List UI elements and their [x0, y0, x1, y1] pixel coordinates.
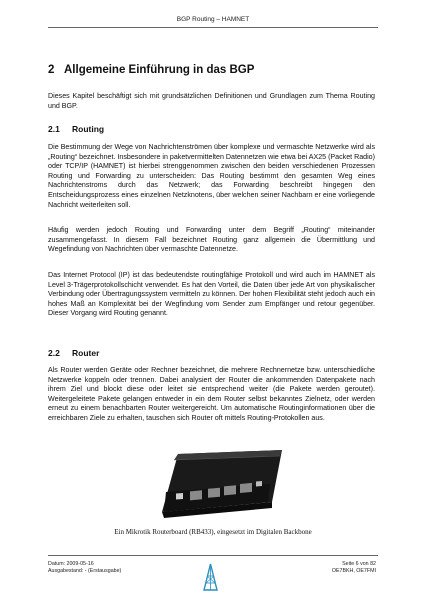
chapter-intro: Dieses Kapitel beschäftigt sich mit grundsätzlichen Definitionen und Grundlagen zum Thema Routing und BGP.	[48, 92, 375, 110]
footer-right	[332, 561, 376, 575]
chapter-title: Allgemeine Einführung in das BGP	[64, 64, 255, 76]
footer-date: Datum: 2009-05-16	[48, 561, 94, 567]
hamnet-tower-logo	[202, 563, 219, 591]
section-title-routing: Routing	[72, 124, 105, 134]
router-image	[148, 446, 288, 522]
section-title-router: Router	[72, 348, 100, 358]
footer-edition: Ausgabestand: - (Erstausgabe)	[48, 568, 122, 574]
footer-left	[48, 561, 121, 575]
section-heading-router	[48, 348, 99, 358]
section-number-router: 2.2	[48, 348, 60, 358]
routing-paragraph-1: Die Bestimmung der Wege von Nachrichtenströmen über komplexe und vermaschte Netzwerke wird als „Routing“ bezeichnet. Insbesondere in paketvermittelten Datennetzen wie etwa bei AX25 (Packet Radio) oder TCP/IP (HAMNET) ist hierbei strenggenommen zwischen den beiden verschiedenen Prozessen Routing und Forwarding zu unterscheiden: Das Routing bestimmt den gesamten Weg eines Nachrichtenstroms durch das Netzwerk; das Forwarding beschreibt hingegen den Entscheidungsprozess eines einzelnen Netzknotens, über welchen seiner Nachbarn er eine vorliegende Nachricht weiterleiten soll.	[48, 143, 375, 209]
figure-caption: Ein Mikrotik Routerboard (RB433), eingesetzt im Digitalen Backbone	[114, 528, 312, 536]
section-number-routing: 2.1	[48, 124, 60, 134]
section-heading-routing	[48, 124, 104, 134]
router-paragraph: Als Router werden Geräte oder Rechner bezeichnet, die mehrere Rechnernetze bzw. unterschiedliche Netzwerke koppeln oder trennen. Dabei analysiert der Router die ankommenden Datenpakete nach ihrem Ziel und blockt diese oder leitet sie entsprechend weiter (die Pakete werden geroutet). Weitergeleitete Pakete gelangen entweder in ein dem Router selbst bekanntes Zielnetz, oder werden erneut zu einem benachbarten Router weitergereicht. Um automatische Routinginformationen über die erreichbaren Ziele zu erhalten, tauschen sich Router oft mittels Routing-Protokollen aus.	[48, 366, 375, 422]
page-header: BGP Routing – HAMNET	[48, 16, 378, 28]
chapter-number: 2	[48, 64, 55, 76]
routing-paragraph-3: Das Internet Protocol (IP) ist das bedeutendste routingfähige Protokoll und wird auch im HAMNET als Level 3-Trägerprotokollschicht verwendet. Es hat den Vorteil, die Daten über jede Art von physikalischer Verbindung oder Übertragungssystem vermitteln zu können. Der hohen Flexibilität steht jedoch auch ein hohes Maß an Komplexität bei der Wegfindung vom Sender zum Empfänger und retour gegenüber. Dieser Vorgang wird Routing genannt.	[48, 271, 375, 318]
footer-divider	[48, 555, 378, 556]
routing-paragraph-2: Häufig werden jedoch Routing und Forwarding unter dem Begriff „Routing“ miteinander zusammengefasst. In diesem Fall bezeichnet Routing ganz allgemein die Übermittlung und Wegefindung von Nachrichten über vermaschte Datennetze.	[48, 226, 375, 254]
footer-authors: OE7BKH, OE7FMI	[331, 568, 376, 574]
chapter-heading	[48, 64, 388, 76]
footer-page-number: Seite 6 von 82	[342, 561, 376, 567]
